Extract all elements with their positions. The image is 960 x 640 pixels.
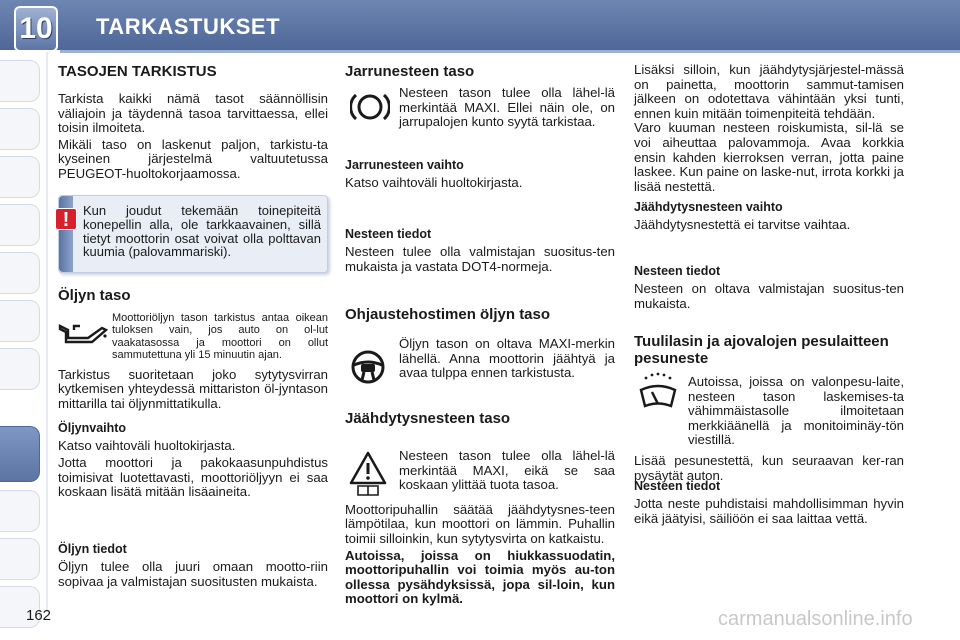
coolant-section xyxy=(345,410,615,609)
washer-paragraph: Lisää pesunestettä, kun seuraavan ker-ran pysäytät auton. xyxy=(634,452,904,483)
brake-specs-section xyxy=(345,227,615,276)
header-underline xyxy=(60,50,960,53)
oil-note: Moottoriöljyn tason tarkistus antaa oikean tuloksen vain, jos auto on ol-lut vaakatasossa ja moottori on ollut sammutettuna yli 15 minuutin ajan. xyxy=(112,312,328,362)
coolant-paragraph: Moottoripuhallin säätää jäähdytysnes-teen lämpötilaa, kun moottori on lämmin. Puhallin toimii silloinkin, kun sytytysvirta on katkaistu. xyxy=(345,501,615,546)
section-heading: TASOJEN TARKISTUS xyxy=(58,63,217,80)
windscreen-washer-icon xyxy=(638,372,678,412)
watermark: carmanualsonline.info xyxy=(718,608,913,630)
brake-change-paragraph: Katso vaihtoväli huoltokirjasta. xyxy=(345,175,523,190)
chapter-tab[interactable] xyxy=(0,348,40,390)
chapter-tab[interactable] xyxy=(0,538,40,580)
chapter-badge: 10 xyxy=(14,6,58,52)
coolant-change-heading: Jäähdytysnesteen vaihto xyxy=(634,200,783,214)
oil-change-heading: Öljynvaihto xyxy=(58,421,127,436)
column-3 xyxy=(634,63,904,196)
coolant-paragraph: Nesteen tason tulee olla lähel-lä merkintää MAXI, eikä se saa koskaan ylittää tuota tasoa. xyxy=(399,448,615,493)
oil-paragraph: Tarkistus suoritetaan joko sytytysvirran kytkemisen yhteydessä mittariston öl-jyntason mittarilla tai öljynmittatikulla. xyxy=(58,366,328,411)
page-number: 162 xyxy=(26,607,52,624)
coolant-specs-paragraph: Nesteen on oltava valmistajan suositus-ten mukaista. xyxy=(634,281,904,311)
chapter-tab[interactable] xyxy=(0,108,40,150)
washer-specs-heading: Nesteen tiedot xyxy=(634,479,721,493)
oil-specs-heading: Öljyn tiedot xyxy=(58,542,127,556)
warning-icon: ! xyxy=(55,208,77,230)
steering-heading: Ohjaustehostimen öljyn taso xyxy=(345,306,551,323)
oil-can-icon xyxy=(58,318,108,346)
coolant-bold-paragraph: Autoissa, joissa on hiukkassuodatin, moottoripuhallin voi toimia myös au-ton ollessa pysähdyksissä, jopa sil-loin, kun moottori on kylmä. xyxy=(345,547,615,607)
chapter-tab[interactable] xyxy=(0,204,40,246)
chapter-tab[interactable] xyxy=(0,156,40,198)
chapter-tab[interactable] xyxy=(0,60,40,102)
oil-specs-section xyxy=(58,542,328,591)
coolant-specs-section xyxy=(634,264,904,313)
coolant-change-paragraph: Jäähdytysnestettä ei tarvitse vaihtaa. xyxy=(634,217,851,232)
hot-coolant-paragraph: Varo kuuman nesteen roiskumista, sil-lä se voi aiheuttaa palovammoja. Avaa korkkia ensin kahden kierroksen verran, jotta paine laskee. Kun paine on laske-nut, irrota korkki ja lisää nestettä. xyxy=(634,120,904,194)
coolant-change-section xyxy=(634,200,904,235)
coolant-heading: Jäähdytysnesteen taso xyxy=(345,410,511,427)
chapter-tab[interactable] xyxy=(0,252,40,294)
chapter-tab[interactable] xyxy=(0,490,40,532)
washer-heading: Tuulilasin ja ajovalojen pesulaitteen pesuneste xyxy=(634,333,889,367)
warning-box xyxy=(58,195,328,273)
brake-circle-icon xyxy=(350,90,390,124)
brake-heading: Jarrunesteen taso xyxy=(345,63,475,80)
washer-specs-paragraph: Jotta neste puhdistaisi mahdollisimman hyvin eikä jäätyisi, säiliöön ei saa laittaa vettä. xyxy=(634,496,904,526)
oil-change-paragraph: Jotta moottori ja pakokaasunpuhdistus toimisivat luotettavasti, moottoriöljyyn ei saa koskaan lisätä mitään lisäaineita. xyxy=(58,455,328,500)
brake-specs-heading: Nesteen tiedot xyxy=(345,227,432,241)
oil-specs-paragraph: Öljyn tulee olla juuri omaan mootto-riin sopivaa ja valmistajan suositusten mukaista. xyxy=(58,559,328,589)
coolant-pressure-paragraph: Lisäksi silloin, kun jäähdytysjärjestel-mässä on painetta, moottorin sammut-tamisen jälkeen on odotettava vähintään yksi tunti, ennen kuin mitään toimenpiteitä tehdään. xyxy=(634,62,904,121)
brake-specs-paragraph: Nesteen tulee olla valmistajan suositus-ten mukaista ja vastata DOT4-normeja. xyxy=(345,244,615,274)
tab-rail xyxy=(46,52,48,612)
steering-paragraph: Öljyn tason on oltava MAXI-merkin lähellä. Anna moottorin jäähtyä ja avaa tulppa ennen tarkistusta. xyxy=(399,336,615,381)
intro-paragraph: Mikäli taso on laskenut paljon, tarkistu-ta kyseinen järjestelmä valtuutetussa PEUGEOT-huoltokorjaamossa. xyxy=(58,136,328,181)
brake-change-heading: Jarrunesteen vaihto xyxy=(345,158,464,172)
intro-paragraph: Tarkista kaikki nämä tasot säännöllisin väliajoin ja täydennä tasoa tarvittaessa, ellei toisin ilmoiteta. xyxy=(58,91,328,136)
oil-change-paragraph: Katso vaihtoväli huoltokirjasta. xyxy=(58,438,236,454)
column-1 xyxy=(58,63,328,184)
warning-text: Kun joudut tekemään toinepiteitä konepellin alla, ole tarkkaavainen, sillä tietyt moottorin osat voivat olla polttavan kuumia (palovammariski). xyxy=(83,203,321,260)
chapter-tab-active[interactable] xyxy=(0,426,40,482)
oil-level-heading: Öljyn taso xyxy=(58,287,131,304)
washer-specs-section xyxy=(634,479,904,528)
chapter-tab[interactable] xyxy=(0,300,40,342)
steering-wheel-icon xyxy=(350,348,386,386)
brake-change-section xyxy=(345,158,615,193)
chapter-tab-strip xyxy=(0,50,48,640)
page-title: TARKASTUKSET xyxy=(96,14,281,39)
coolant-warning-icon xyxy=(348,450,388,496)
washer-paragraph: Autoissa, joissa on valonpesu-laite, nesteen tason laskemises-ta vähimmäistasolle ilmoitetaan merkkiäänellä ja monitoiminäy-tön viestillä. xyxy=(688,374,904,448)
brake-paragraph: Nesteen tason tulee olla lähel-lä merkintää MAXI. Ellei näin ole, on jarrupalojen kunto syytä tarkistaa. xyxy=(399,85,615,130)
coolant-specs-heading: Nesteen tiedot xyxy=(634,264,721,278)
